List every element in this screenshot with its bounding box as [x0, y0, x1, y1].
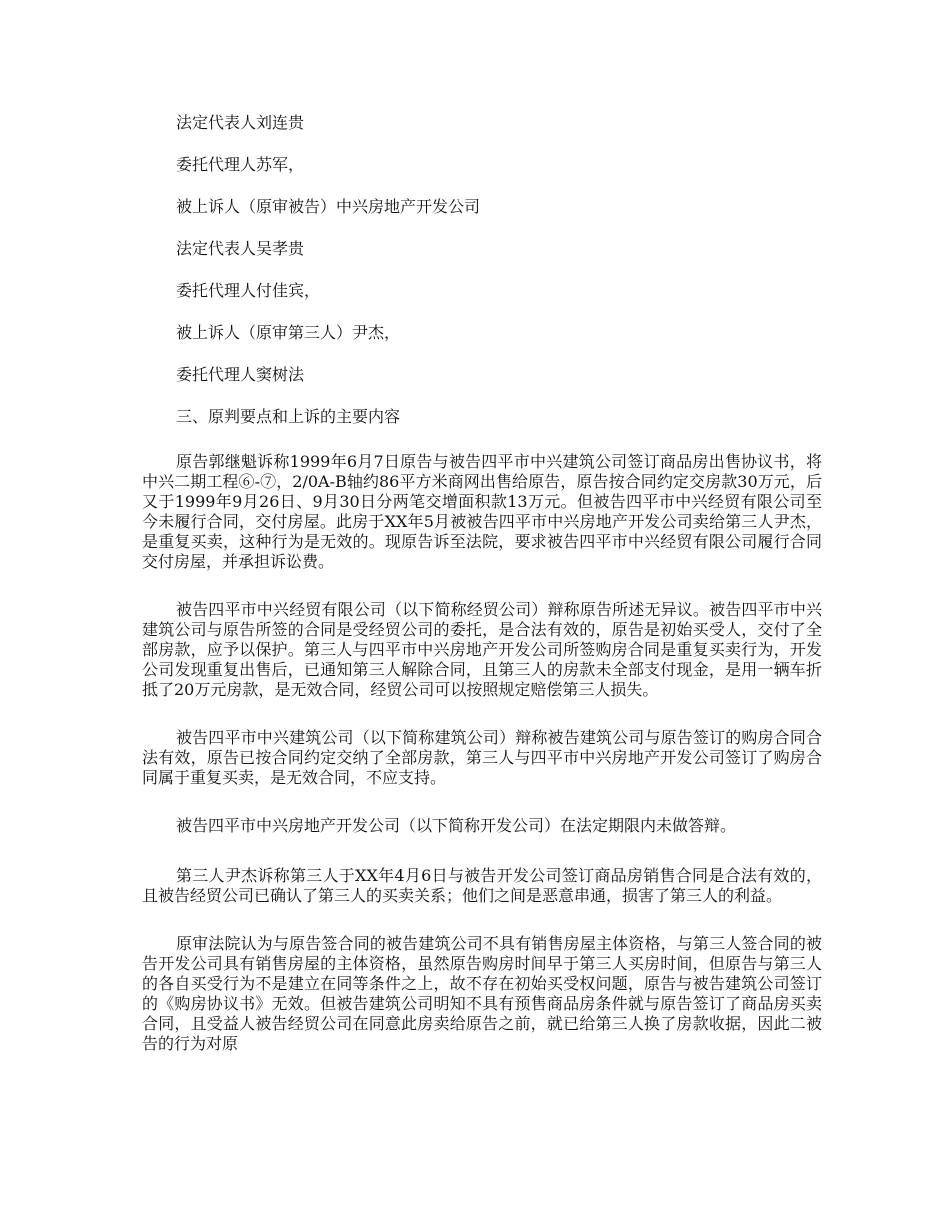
body-paragraph: 被告四平市中兴经贸有限公司（以下简称经贸公司）辩称原告所述无异议。被告四平市中兴建筑公司与原告所签的合同是受经贸公司的委托，是合法有效的，原告是初始买受人，交付了全部房款，应予以保护。第三人与四平市中兴房地产开发公司所签购房合同是重复买卖行为，开发公司发现重复出售后，已通知第三人解除合同，且第三人的房款未全部支付现金，是用一辆车折抵了20万元房款，是无效合同，经贸公司可以按照规定赔偿第三人损失。	[142, 600, 822, 699]
body-paragraph: 被告四平市中兴房地产开发公司（以下简称开发公司）在法定期限内未做答辩。	[176, 816, 737, 835]
section-heading: 三、原判要点和上诉的主要内容	[176, 407, 401, 426]
document-page	[142, 112, 822, 1082]
appellee-line: 被上诉人（原审被告）中兴房地产开发公司	[176, 197, 481, 216]
agent-line: 委托代理人付佳宾，	[176, 281, 321, 300]
body-paragraph: 第三人尹杰诉称第三人于XX年4月6日与被告开发公司签订商品房销售合同是合法有效的，且被告经贸公司已确认了第三人的买卖关系；他们之间是恶意串通，损害了第三人的利益。	[142, 866, 822, 905]
legal-representative-line: 法定代表人刘连贵	[176, 113, 305, 132]
agent-line: 委托代理人苏军，	[176, 155, 305, 174]
legal-representative-line: 法定代表人吴孝贵	[176, 239, 305, 258]
body-paragraph: 原告郭继魁诉称1999年6月7日原告与被告四平市中兴建筑公司签订商品房出售协议书，将中兴二期工程⑥-⑦，2/0A-B轴约86平方米商网出售给原告，原告按合同约定交房款30万元，后又于1999年9月26日、9月30日分两笔交增面积款13万元。但被告四平市中兴经贸有限公司至今未履行合同，交付房屋。此房于XX年5月被被告四平市中兴房地产开发公司卖给第三人尹杰，是重复买卖，这种行为是无效的。现原告诉至法院，要求被告四平市中兴经贸有限公司履行合同交付房屋，并承担诉讼费。	[142, 452, 822, 571]
appellee-line: 被上诉人（原审第三人）尹杰，	[176, 323, 401, 342]
agent-line: 委托代理人窦树法	[176, 365, 305, 384]
body-paragraph: 被告四平市中兴建筑公司（以下简称建筑公司）辩称被告建筑公司与原告签订的购房合同合法有效，原告已按合同约定交纳了全部房款，第三人与四平市中兴房地产开发公司签订了购房合同属于重复买卖，是无效合同，不应支持。	[142, 728, 822, 787]
body-paragraph: 原审法院认为与原告签合同的被告建筑公司不具有销售房屋主体资格，与第三人签合同的被告开发公司具有销售房屋的主体资格，虽然原告购房时间早于第三人买房时间，但原告与第三人的各自买受行为不是建立在同等条件之上，故不存在初始买受权问题，原告与被告建筑公司签订的《购房协议书》无效。但被告建筑公司明知不具有预售商品房条件就与原告签订了商品房买卖合同，且受益人被告经贸公司在同意此房卖给原告之前，就已给第三人换了房款收据，因此二被告的行为对原	[142, 934, 822, 1053]
